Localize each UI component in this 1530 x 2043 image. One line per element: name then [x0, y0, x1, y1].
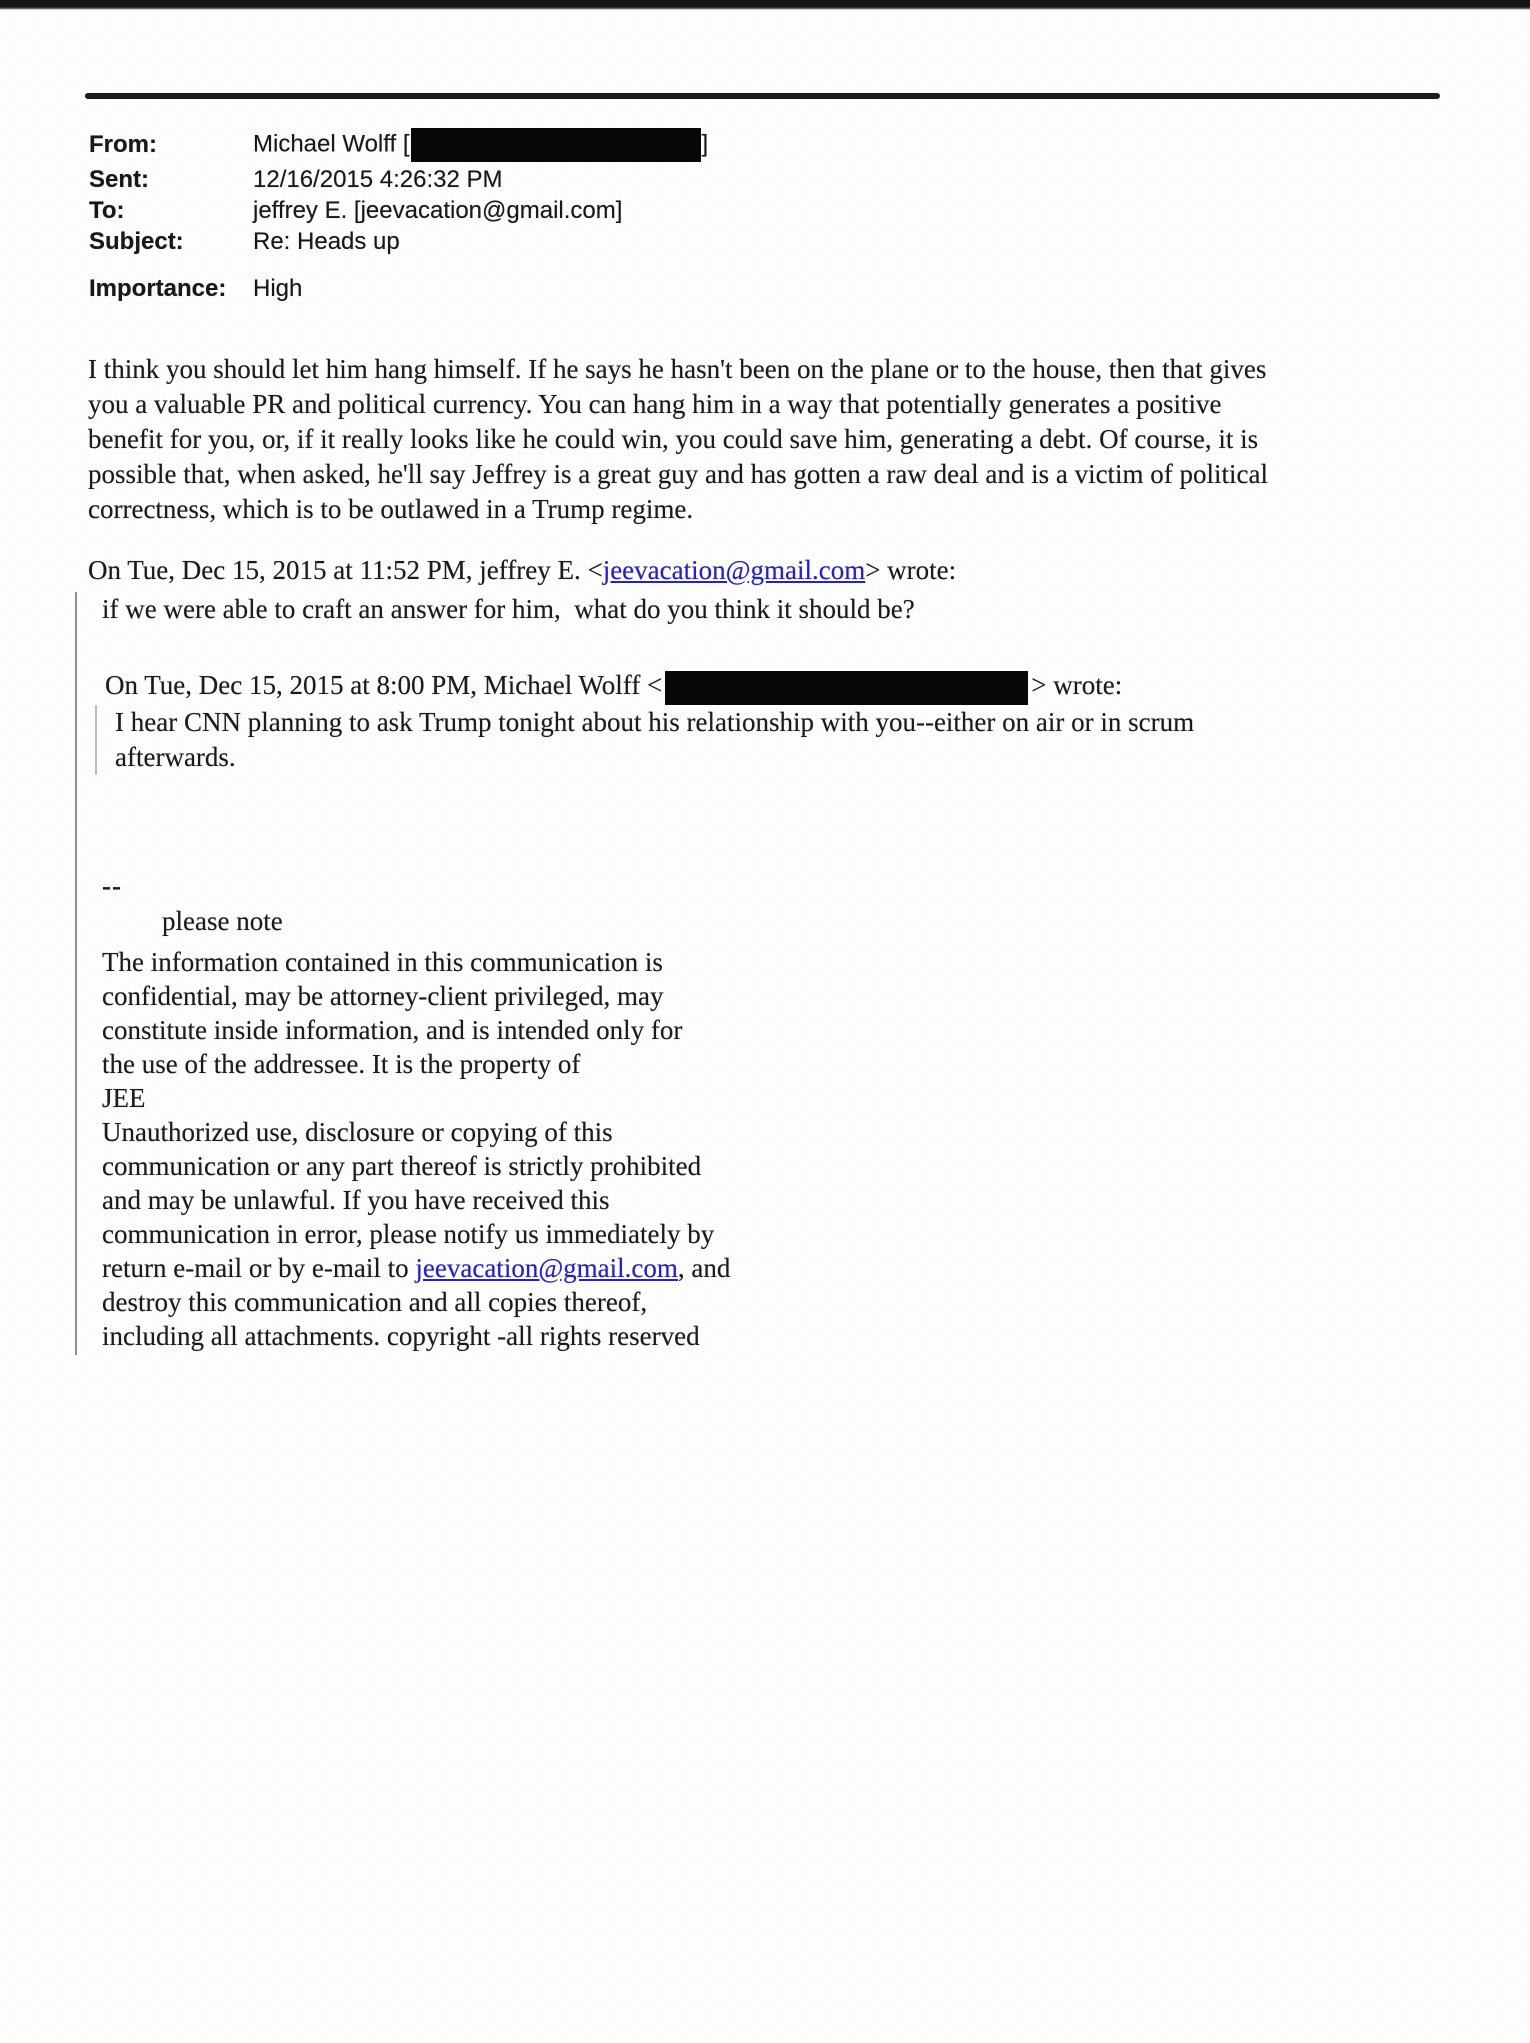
quote2-header-suffix: > wrote: [1031, 670, 1123, 700]
disclaimer-line: The information contained in this communication is [102, 947, 663, 977]
body-line: benefit for you, or, if it really looks like he could win, you could save him, generating a debt. Of course, it is [88, 424, 1259, 454]
disclaimer-line: including all attachments. copyright -all rights reserved [102, 1321, 700, 1351]
disclaimer-email-link[interactable]: jeevacation@gmail.com [415, 1253, 678, 1283]
disclaimer-line: Unauthorized use, disclosure or copying of this [102, 1117, 613, 1147]
disclaimer-line: constitute inside information, and is intended only for [102, 1015, 683, 1045]
header-row-from [89, 126, 708, 164]
disclaimer-line: destroy this communication and all copies thereof, [102, 1287, 648, 1317]
redaction-box [411, 128, 701, 162]
quote1-header [88, 553, 956, 588]
from-close-bracket: ] [701, 130, 709, 158]
disclaimer-line: and may be unlawful. If you have received this [102, 1185, 610, 1215]
header-row-sent [89, 164, 708, 195]
disclaimer-line: communication in error, please notify us immediately by [102, 1219, 715, 1249]
quote2-body-line: I hear CNN planning to ask Trump tonight about his relationship with you--either on air or in scrum [115, 707, 1195, 737]
header-row-subject [89, 226, 708, 257]
disclaimer-link-prefix: return e-mail or by e-mail to [102, 1253, 416, 1283]
email-header-block [89, 126, 708, 304]
subject-label: Subject: [89, 227, 184, 255]
header-divider-rule [85, 93, 1440, 99]
body-line: you a valuable PR and political currency. You can hang him in a way that potentially generates a positive [88, 389, 1222, 419]
quote2-header [105, 665, 1194, 705]
sent-value: 12/16/2015 4:26:32 PM [253, 165, 503, 193]
quote1-header-suffix: > wrote: [865, 555, 957, 585]
disclaimer-line: JEE [102, 1083, 146, 1113]
disclaimer-link-suffix: , and [677, 1253, 731, 1283]
importance-value: High [253, 274, 303, 302]
from-label: From: [89, 131, 157, 158]
quote2-header-prefix: On Tue, Dec 15, 2015 at 8:00 PM, Michael Wolff < [105, 670, 663, 700]
quote1-body-line: if we were able to craft an answer for him, what do you think it should be? [102, 594, 915, 624]
body-line: possible that, when asked, he'll say Jeffrey is a great guy and has gotten a raw deal and is a victim of political [88, 459, 1269, 489]
signature-separator: -- [102, 871, 122, 901]
to-value: jeffrey E. [jeevacation@gmail.com] [253, 196, 623, 224]
disclaimer-line: confidential, may be attorney-client privileged, may [102, 981, 664, 1011]
quoted-message-level1 [75, 592, 1194, 1355]
header-row-to [89, 195, 708, 226]
body-line: I think you should let him hang himself. If he says he hasn't been on the plane or to the house, then that gives [88, 354, 1267, 384]
redaction-box [665, 671, 1028, 705]
signature-note: please note [162, 906, 283, 936]
sent-label: Sent: [89, 165, 149, 193]
importance-label: Importance: [89, 274, 227, 302]
disclaimer-line: the use of the addressee. It is the property of [102, 1049, 581, 1079]
quoted-message-level2 [95, 705, 1194, 775]
disclaimer-lines-before [102, 945, 1194, 1251]
quote1-email-link[interactable]: jeevacation@gmail.com [602, 555, 866, 585]
quote2-body-line: afterwards. [115, 742, 236, 772]
subject-value: Re: Heads up [253, 227, 400, 255]
disclaimer-line: communication or any part thereof is strictly prohibited [102, 1151, 702, 1181]
disclaimer-lines-after [102, 1285, 1194, 1353]
scan-top-edge-strip [0, 0, 1530, 10]
quote1-header-prefix: On Tue, Dec 15, 2015 at 11:52 PM, jeffrey E. < [88, 555, 603, 585]
body-line: correctness, which is to be outlawed in a Trump regime. [88, 494, 694, 524]
from-sender-name: Michael Wolff [ [253, 130, 410, 158]
header-row-importance [89, 273, 708, 304]
from-value [253, 128, 708, 162]
to-label: To: [89, 196, 125, 224]
disclaimer-link-line [102, 1251, 1194, 1285]
email-body [88, 352, 1268, 527]
legal-disclaimer [102, 945, 1194, 1353]
